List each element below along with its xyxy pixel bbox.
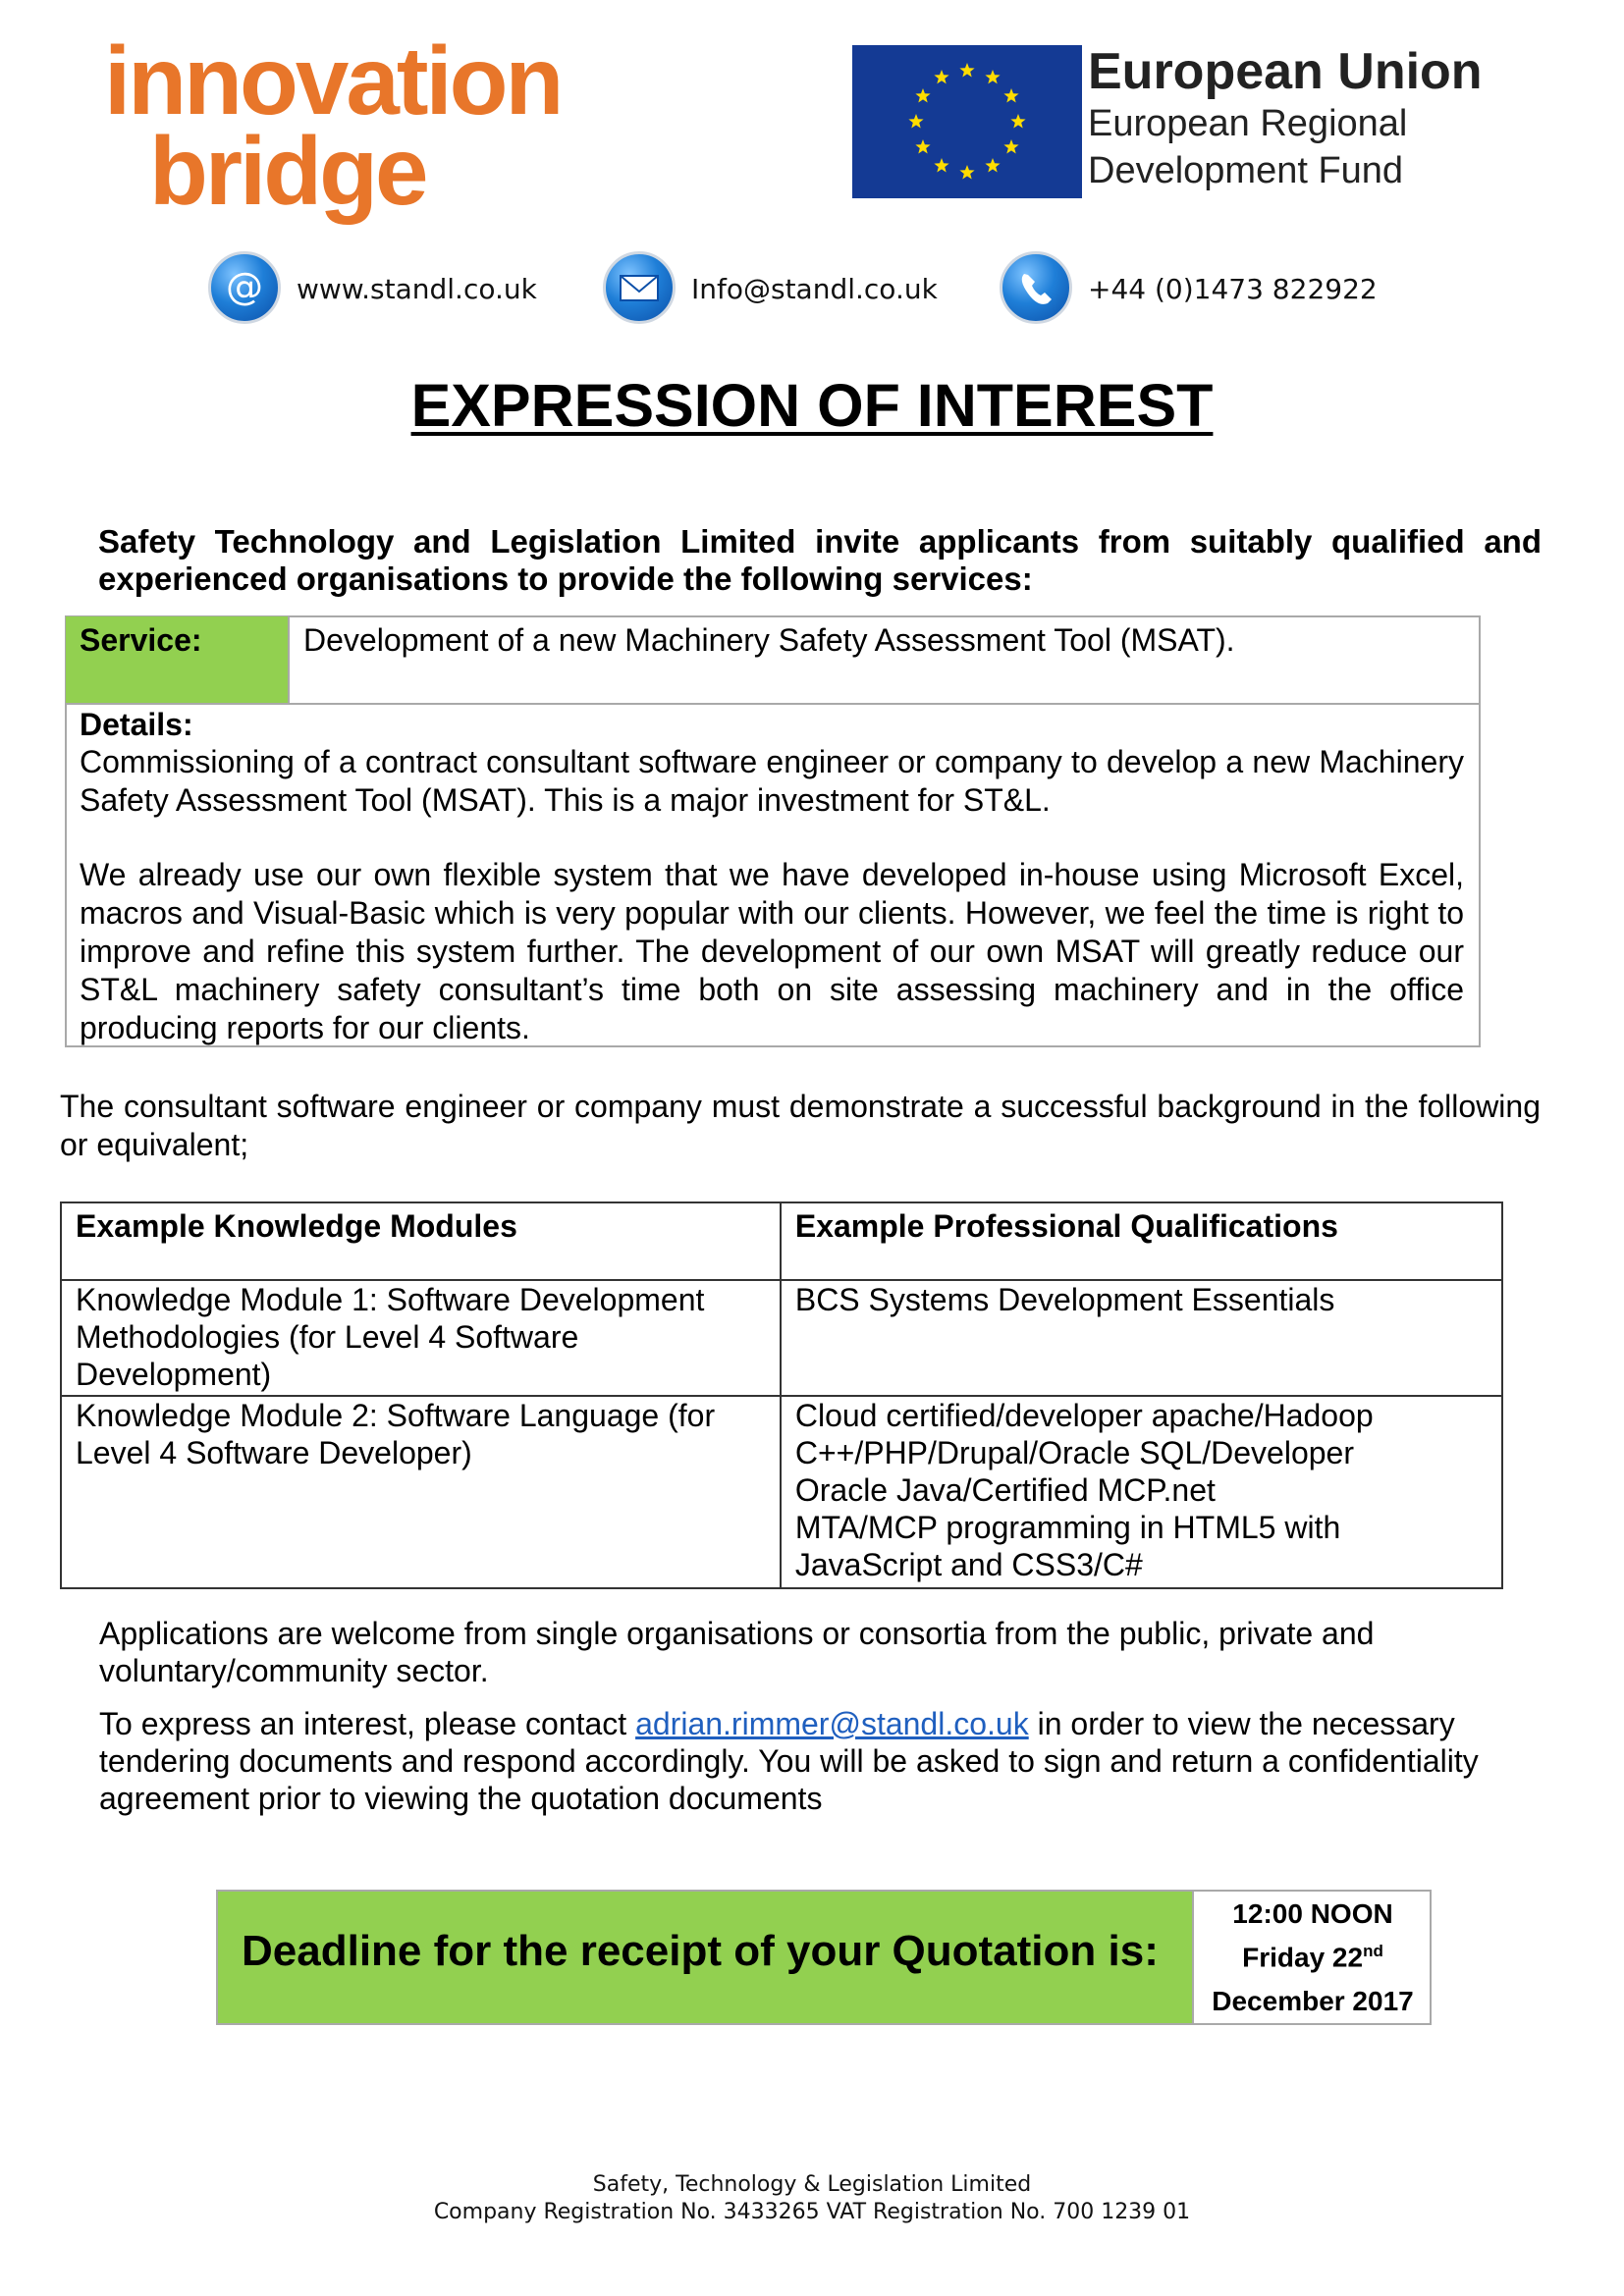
logo-line-2: bridge bbox=[149, 117, 426, 225]
details-paragraph-1: Commissioning of a contract consultant software engineer or company to develop a new Machinery Safety Assessment Tool (MSAT). This is a major investment for ST&L. bbox=[80, 744, 1464, 818]
intro-text: Safety Technology and Legislation Limited invite applicants from suitably qualified and experienced organisations to provide the following services: bbox=[98, 523, 1542, 597]
eu-star-icon bbox=[908, 114, 923, 129]
eu-star-icon bbox=[1003, 139, 1018, 154]
innovation-bridge-logo bbox=[104, 27, 566, 225]
eu-title: European Union bbox=[1088, 43, 1483, 100]
qualification-line: Cloud certified/developer apache/Hadoop bbox=[794, 1398, 1374, 1433]
eu-star-icon bbox=[934, 70, 948, 83]
table-row bbox=[61, 1280, 1502, 1396]
web-at-icon bbox=[208, 251, 281, 324]
applications-text: Applications are welcome from single organisations or consortia from the public, private and voluntary/community sector. bbox=[99, 1616, 1375, 1688]
eu-star-icon bbox=[959, 63, 974, 78]
eu-star-icon bbox=[1010, 114, 1025, 129]
deadline-time: 12:00 NOON bbox=[1232, 1898, 1393, 1929]
qualification-line: C++/PHP/Drupal/Oracle SQL/Developer bbox=[794, 1435, 1354, 1470]
eu-star-icon bbox=[985, 158, 1000, 173]
page-title: EXPRESSION OF INTEREST bbox=[410, 372, 1214, 439]
deadline-day-text: Friday 22 bbox=[1242, 1942, 1364, 1973]
eu-subtitle-2: Development Fund bbox=[1088, 150, 1404, 191]
deadline-month-year: December 2017 bbox=[1212, 1986, 1414, 2016]
consultant-requirement-text: The consultant software engineer or company must demonstrate a successful background in the following or equivalent; bbox=[60, 1089, 1541, 1162]
module-2-cell: Knowledge Module 2: Software Language (for Level 4 Software Developer) bbox=[61, 1396, 781, 1588]
header-professional-qualifications: Example Professional Qualifications bbox=[781, 1202, 1502, 1280]
express-before: To express an interest, please contact bbox=[99, 1706, 636, 1741]
express-after: in order to view the necessary tendering documents and respond accordingly. You will be asked to sign and return a confidentiality agreement prior to viewing the quotation documents bbox=[99, 1706, 1479, 1816]
logo-line-1: innovation bbox=[104, 27, 562, 134]
eu-flag-icon bbox=[852, 45, 1082, 198]
eu-subtitle-1: European Regional bbox=[1088, 103, 1408, 144]
svg-text:@: @ bbox=[226, 265, 263, 308]
table-header-row bbox=[61, 1202, 1502, 1280]
eu-star-icon bbox=[1003, 88, 1018, 103]
deadline-text: Deadline for the receipt of your Quotation is: bbox=[242, 1927, 1159, 1975]
deadline-day bbox=[1194, 1942, 1432, 1973]
qualification-line: JavaScript and CSS3/C# bbox=[794, 1547, 1143, 1582]
details-label: Details: bbox=[80, 707, 193, 742]
express-interest-text bbox=[99, 1705, 1552, 1817]
service-label: Service: bbox=[80, 622, 202, 658]
service-value: Development of a new Machinery Safety Assessment Tool (MSAT). bbox=[303, 622, 1235, 658]
phone-text[interactable]: +44 (0)1473 822922 bbox=[1088, 273, 1378, 305]
footer-registration: Company Registration No. 3433265 VAT Registration No. 700 1239 01 bbox=[433, 2200, 1191, 2224]
phone-icon bbox=[1000, 251, 1072, 324]
contact-email-link[interactable]: adrian.rimmer@standl.co.uk bbox=[635, 1706, 1029, 1741]
modules-table bbox=[60, 1201, 1503, 1589]
header-knowledge-modules: Example Knowledge Modules bbox=[61, 1202, 781, 1280]
table-row bbox=[61, 1396, 1502, 1588]
footer-company-name: Safety, Technology & Legislation Limited bbox=[592, 2172, 1032, 2197]
website-text[interactable]: www.standl.co.uk bbox=[297, 273, 537, 305]
eu-star-icon bbox=[985, 70, 1000, 83]
qualification-line: Oracle Java/Certified MCP.net bbox=[794, 1472, 1216, 1508]
module-1-cell: Knowledge Module 1: Software Development Methodologies (for Level 4 Software Development) bbox=[61, 1280, 781, 1396]
eu-fund-logo-text bbox=[1088, 43, 1483, 194]
service-divider bbox=[66, 703, 1480, 705]
qualification-2-cell bbox=[781, 1396, 1502, 1588]
qualification-1-cell bbox=[781, 1280, 1502, 1396]
email-text[interactable]: Info@standl.co.uk bbox=[691, 273, 938, 305]
eu-star-icon bbox=[959, 165, 974, 180]
envelope-icon bbox=[603, 251, 676, 324]
eu-star-icon bbox=[915, 88, 930, 103]
qualification-line: BCS Systems Development Essentials bbox=[794, 1282, 1335, 1317]
eu-star-icon bbox=[915, 139, 930, 154]
eu-star-icon bbox=[934, 158, 948, 173]
deadline-day-suffix: nd bbox=[1363, 1942, 1383, 1960]
qualification-line: MTA/MCP programming in HTML5 with bbox=[794, 1510, 1341, 1545]
details-paragraph-2: We already use our own flexible system that we have developed in-house using Microsoft Excel, macros and Visual-Basic which is very popular with our clients. However, we feel the time is right to improve and refine this system further. The development of our own MSAT will greatly reduce our ST&L machinery safety consultant’s time both on site assessing machinery and in the office producing reports for our clients. bbox=[80, 857, 1464, 1045]
